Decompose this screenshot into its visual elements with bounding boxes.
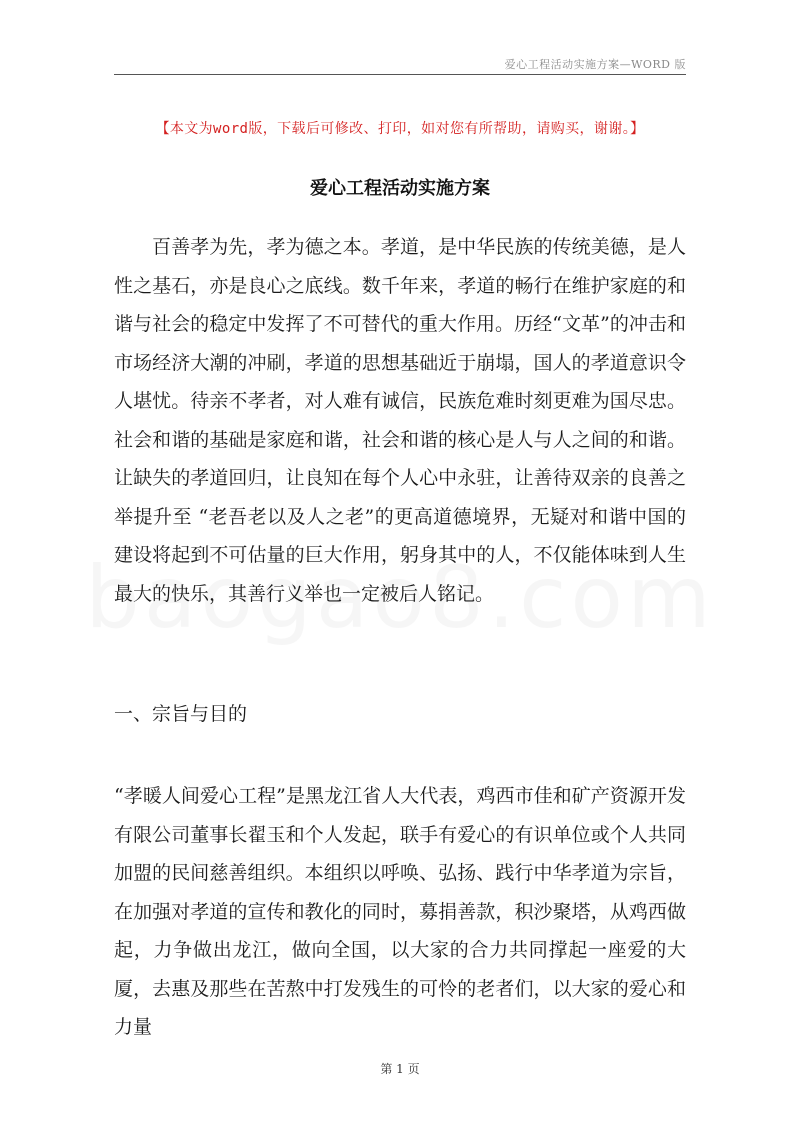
running-header: 爱心工程活动实施方案—WORD 版 (504, 58, 686, 71)
download-notice: 【本文为word版，下载后可修改、打印，如对您有所帮助，请购买，谢谢。】 (155, 121, 645, 137)
section-heading-purpose: 一、宗旨与目的 (114, 703, 248, 725)
section-paragraph-purpose: “孝暖人间爱心工程”是黑龙江省人大代表，鸡西市佳和矿产资源开发有限公司董事长翟玉和个人发起，联手有爱心的有识单位或个人共同加盟的民间慈善组织。本组织以呼唤、弘扬、践行中华孝道为宗旨，在加强对孝道的宣传和教化的同时，募捐善款，积沙聚塔，从鸡西做起，力争做出龙江，做向全国，以大家的合力共同撑起一座爱的大厦，去惠及那些在苦熬中打发残生的可怜的老者们，以大家的爱心和力量 (114, 785, 686, 1038)
document-title: 爱心工程活动实施方案 (310, 178, 490, 199)
page-number: 第 1 页 (380, 1062, 420, 1076)
header-divider (114, 74, 686, 75)
intro-paragraph: 百善孝为先，孝为德之本。孝道，是中华民族的传统美德，是人性之基石，亦是良心之底线。数千年来，孝道的畅行在维护家庭的和谐与社会的稳定中发挥了不可替代的重大作用。历经“文革”的冲击和市场经济大潮的冲刷，孝道的思想基础近于崩塌，国人的孝道意识令人堪忧。待亲不孝者，对人难有诚信，民族危难时刻更难为国尽忠。社会和谐的基础是家庭和谐，社会和谐的核心是人与人之间的和谐。让缺失的孝道回归，让良知在每个人心中永驻，让善待双亲的良善之举提升至 “老吾老以及人之老”的更高道德境界，无疑对和谐中国的建设将起到不可估量的巨大作用，躬身其中的人，不仅能体味到人生最大的快乐，其善行义举也一定被后人铭记。 (114, 236, 686, 605)
